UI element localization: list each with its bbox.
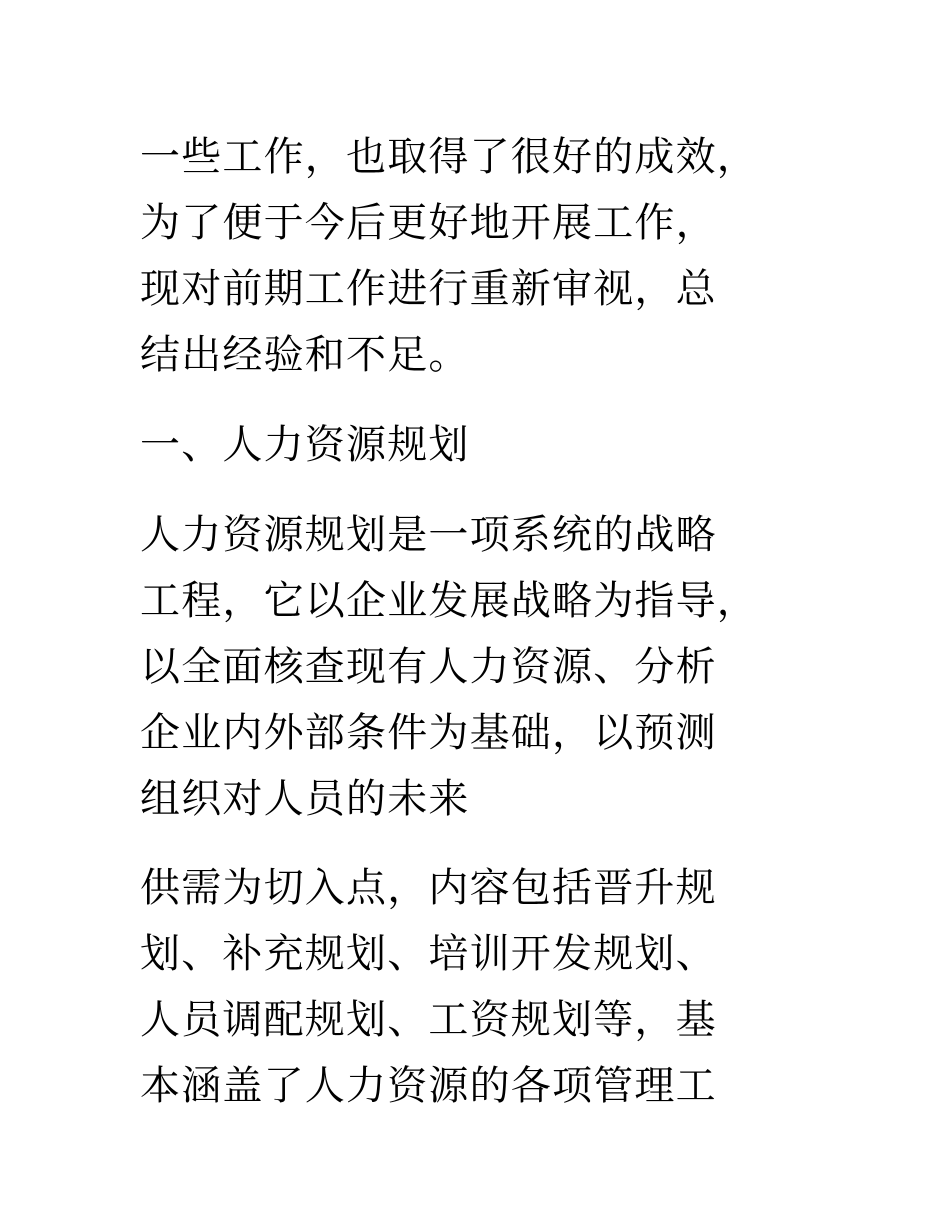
paragraph-line: 结出经验和不足。 bbox=[140, 332, 470, 378]
paragraph-line: 一些工作，也取得了很好的成效， bbox=[140, 134, 758, 180]
section-heading-text: 一、人力资源规划 bbox=[140, 422, 470, 468]
paragraph-line: 人员调配规划、工资规划等，基 bbox=[140, 997, 717, 1043]
paragraph-intro bbox=[140, 134, 840, 401]
paragraph-planning-content bbox=[140, 865, 840, 1132]
paragraph-line: 企业内外部条件为基础，以预测 bbox=[140, 710, 717, 756]
paragraph-line: 划、补充规划、培训开发规划、 bbox=[140, 931, 717, 977]
paragraph-line: 供需为切入点，内容包括晋升规 bbox=[140, 865, 717, 911]
paragraph-hr-planning bbox=[140, 512, 840, 845]
paragraph-line: 本涵盖了人力资源的各项管理工 bbox=[140, 1063, 717, 1109]
section-heading bbox=[140, 422, 840, 468]
paragraph-line: 现对前期工作进行重新审视，总 bbox=[140, 266, 717, 312]
paragraph-line: 以全面核查现有人力资源、分析 bbox=[140, 644, 717, 690]
paragraph-line: 组织对人员的未来 bbox=[140, 776, 470, 822]
paragraph-line: 工程，它以企业发展战略为指导， bbox=[140, 578, 758, 624]
paragraph-line: 为了便于今后更好地开展工作， bbox=[140, 200, 717, 246]
paragraph-line: 人力资源规划是一项系统的战略 bbox=[140, 512, 717, 558]
